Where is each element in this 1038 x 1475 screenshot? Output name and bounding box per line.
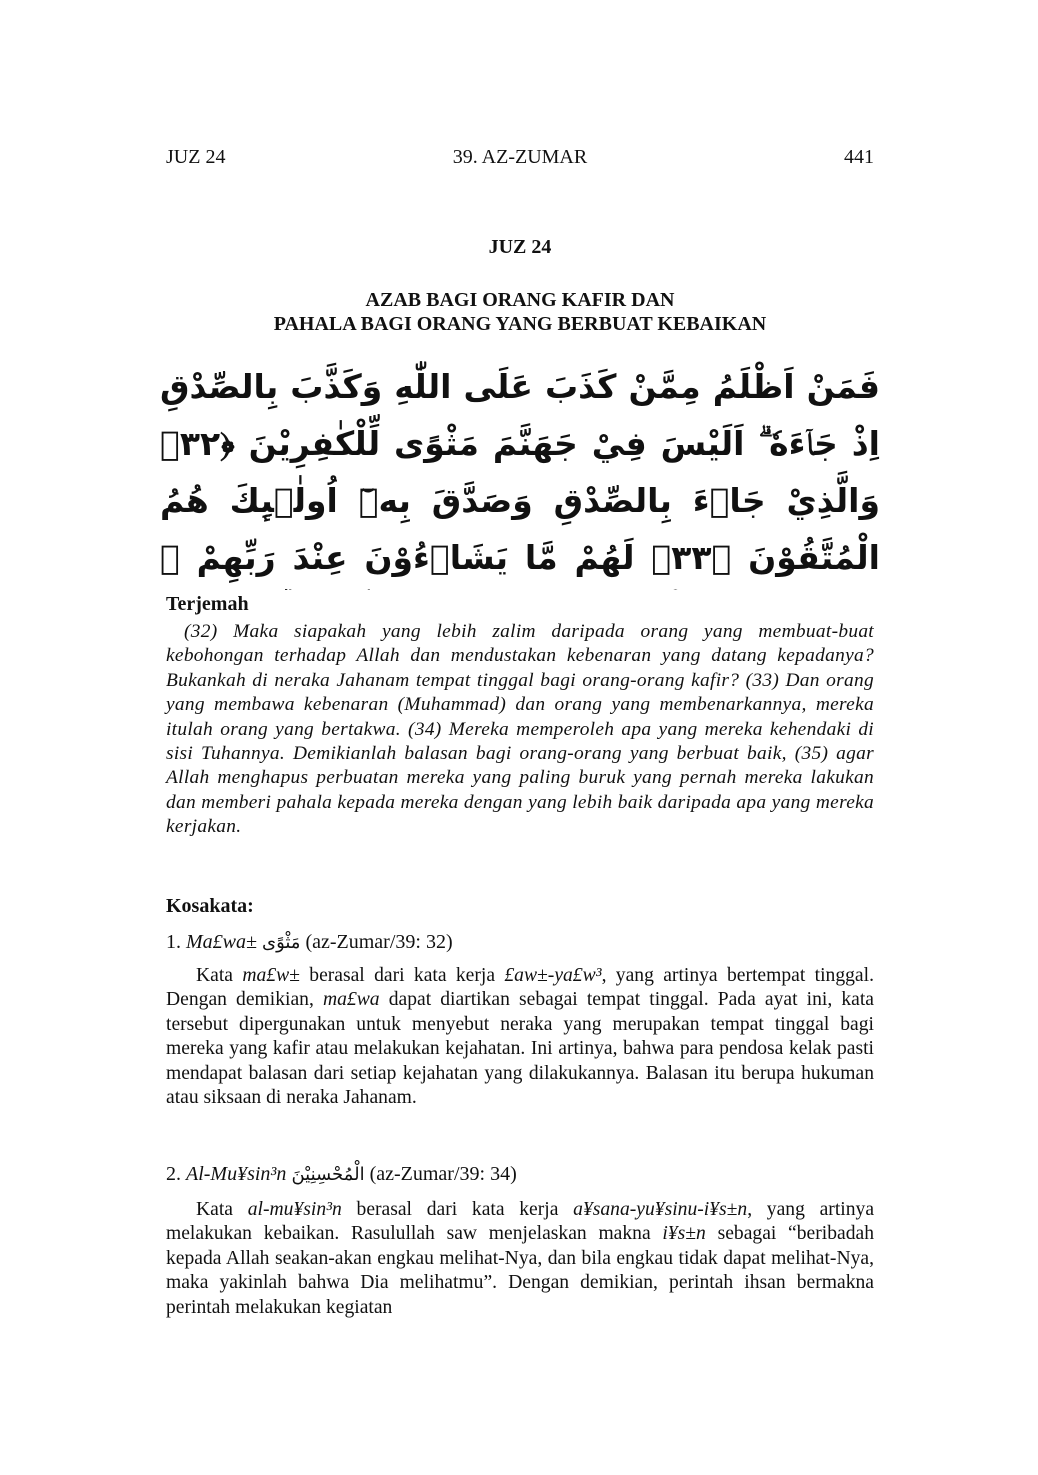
section-title-line-2: PAHALA BAGI ORANG YANG BERBUAT KEBAIKAN <box>273 313 767 335</box>
vocab-arabic: مَثْوًى <box>261 932 301 953</box>
term-italic: i¥s±n <box>662 1223 706 1245</box>
arabic-verses: فَمَنْ اَظْلَمُ مِمَّنْ كَذَبَ عَلَى اللّٰهِ وَكَذَّبَ بِالصِّدْقِ اِذْ جَاۤءَهٗ ۗ اَلَيْسَ فِيْ جَهَنَّمَ مَثْوًى لِّلْكٰفِرِيْنَ ﴿٣٢﴾ وَالَّذِيْ جَاۤءَ بِالصِّدْقِ وَصَدَّقَ بِهٖٓ اُولٰۤىِٕكَ هُمُ الْمُتَّقُوْنَ ﴿٣٣﴾ لَهُمْ مَّا يَشَاۤءُوْنَ عِنْدَ رَبِّهِمْ ۗ <box>160 367 880 577</box>
text-fragment: , yang artinya melakukan kebaikan. Rasulullah saw menjelaskan makna <box>166 1199 875 1245</box>
text-fragment: dapat diartikan sebagai tempat tinggal. Pada ayat ini, kata tersebut dipergunakan untuk menyebut neraka yang merupakan tempat tinggal bagi mereka yang kafir atau melakukan kejahatan. Ini artinya, bahwa para pendosa kelak pasti mendapat balasan dari setiap kejahatan yang dilakukannya. Balasan itu berupa hukuman atau siksaan di neraka Jahanam. <box>166 989 874 1109</box>
vocab-term-1 <box>166 931 453 954</box>
text-fragment: Kata <box>196 965 233 986</box>
kosakata-heading: Kosakata: <box>166 895 254 917</box>
text-fragment: Kata <box>196 1199 233 1220</box>
text-fragment: sebagai “beribadah kepada Allah seakan-akan engkau melihat-Nya, dan bila engkau tidak dapat melihat-Nya, maka yakinlah bahwa Dia melihatmu”. Dengan demikian, perintah ihsan bermakna perintah melakukan kegiatan <box>166 1223 875 1318</box>
vocab-arabic: الْمُحْسِنِيْنَ <box>291 1164 365 1185</box>
text-fragment: berasal dari kata kerja <box>309 965 496 986</box>
text-fragment: , yang artinya bertempat tinggal. Dengan demikian, <box>166 965 874 1011</box>
terjemah-text: (32) Maka siapakah yang lebih zalim daripada orang yang membuat-buat kebohongan terhadap Allah dan mendustakan kebenaran yang datang kepadanya? Bukankah di neraka Jahanam tempat tinggal bagi orang-orang kafir? (33) Dan orang yang membawa kebenaran (Muhammad) dan orang yang membenarkannya, mereka itulah orang yang bertakwa. (34) Mereka memperoleh apa yang mereka kehendaki di sisi Tuhannya. Demikianlah balasan bagi orang-orang yang berbuat baik, (35) agar Allah menghapus perbuatan mereka yang paling buruk yang pernah mereka lakukan dan memberi pahala kepada mereka dengan yang lebih baik daripada apa yang mereka kerjakan. <box>166 621 874 838</box>
verb-italic: £aw±-ya£w³ <box>504 965 602 986</box>
verb-italic: a¥sana-yu¥sinu-i¥s±n <box>573 1199 748 1220</box>
header-juz: JUZ 24 <box>166 146 226 168</box>
vocab-number: 1. <box>166 931 181 953</box>
header-surah: 39. AZ-ZUMAR <box>452 146 588 168</box>
vocab-explanation-1 <box>166 964 874 1110</box>
vocab-latin: Ma£wa± <box>186 931 257 953</box>
running-header <box>166 146 874 172</box>
term-italic: al-mu¥sin³n <box>247 1199 342 1220</box>
vocab-explanation-2 <box>166 1198 874 1320</box>
vocab-latin: Al-Mu¥sin³n <box>186 1163 287 1185</box>
vocab-reference: (az-Zumar/39: 32) <box>305 931 453 953</box>
vocab-reference: (az-Zumar/39: 34) <box>369 1163 517 1185</box>
vocab-number: 2. <box>166 1163 181 1185</box>
vocab-term-2 <box>166 1163 517 1186</box>
section-title <box>166 288 874 336</box>
section-title-line-1: AZAB BAGI ORANG KAFIR DAN <box>365 289 675 311</box>
text-fragment: berasal dari kata kerja <box>356 1199 559 1220</box>
terjemah-heading: Terjemah <box>166 593 249 615</box>
page-number: 441 <box>844 146 874 168</box>
juz-heading: JUZ 24 <box>488 236 552 258</box>
term-italic: ma£wa <box>322 989 380 1011</box>
term-italic: ma£w± <box>242 965 300 986</box>
